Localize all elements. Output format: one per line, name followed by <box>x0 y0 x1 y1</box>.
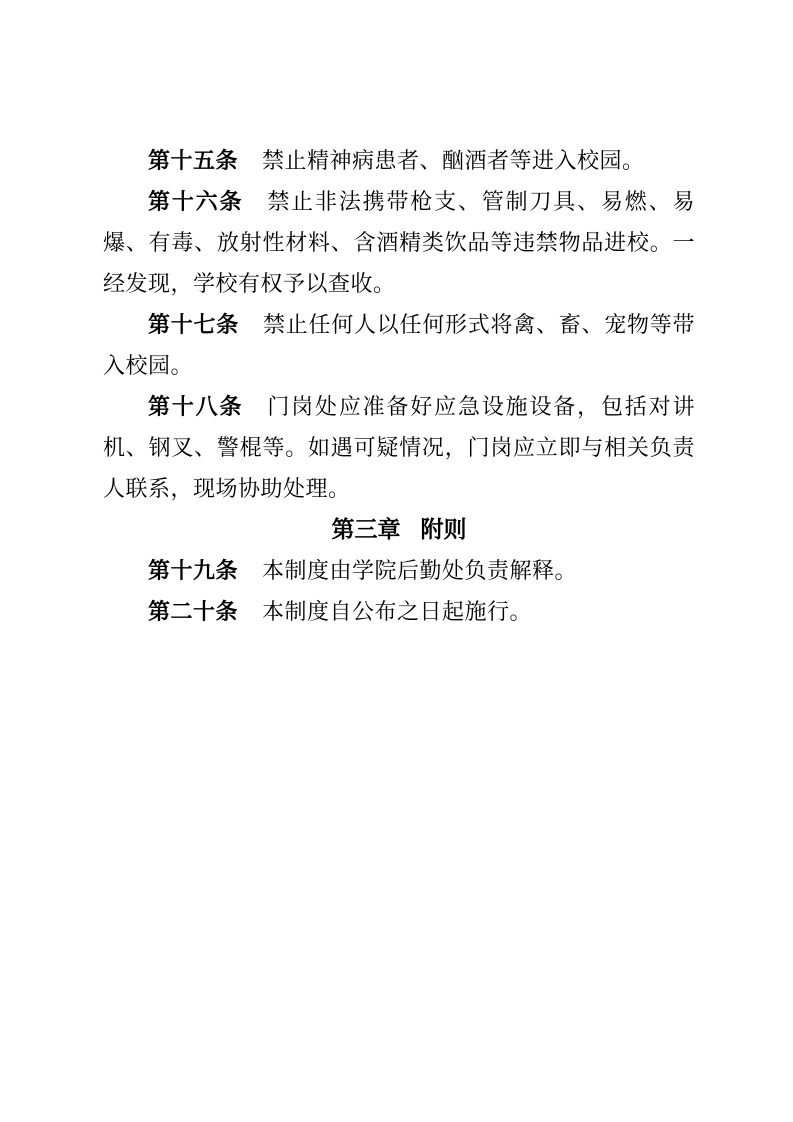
clause-19-label: 第十九条 <box>148 558 239 583</box>
clause-15-label: 第十五条 <box>148 148 239 173</box>
clause-15-paragraph <box>103 140 695 181</box>
clause-17-label: 第十七条 <box>148 312 239 337</box>
clause-19-text: 本制度由学院后勤处负责解释。 <box>262 558 578 583</box>
clause-19-paragraph <box>103 550 695 591</box>
clause-16-text: 禁止非法携带枪支、管制刀具、易燃、易爆、有毒、放射性材料、含酒精类饮品等违禁物品进校。一经发现，学校有权予以查收。 <box>103 189 695 296</box>
clause-20-text: 本制度自公布之日起施行。 <box>262 599 533 624</box>
document-body <box>103 140 695 632</box>
clause-16-paragraph <box>103 181 695 304</box>
clause-20-paragraph <box>103 591 695 632</box>
clause-17-text: 禁止任何人以任何形式将禽、畜、宠物等带入校园。 <box>103 312 695 378</box>
chapter-number: 第三章 <box>331 517 401 542</box>
clause-18-paragraph <box>103 386 695 509</box>
clause-20-label: 第二十条 <box>148 599 239 624</box>
clause-16-label: 第十六条 <box>148 189 244 214</box>
clause-15-text: 禁止精神病患者、酗酒者等进入校园。 <box>262 148 645 173</box>
clause-18-label: 第十八条 <box>148 394 244 419</box>
clause-18-text: 门岗处应准备好应急设施设备，包括对讲机、钢叉、警棍等。如遇可疑情况，门岗应立即与相关负责人联系，现场协助处理。 <box>103 394 695 501</box>
chapter-title: 附则 <box>420 517 467 542</box>
chapter-heading <box>103 509 695 550</box>
clause-17-paragraph <box>103 304 695 386</box>
